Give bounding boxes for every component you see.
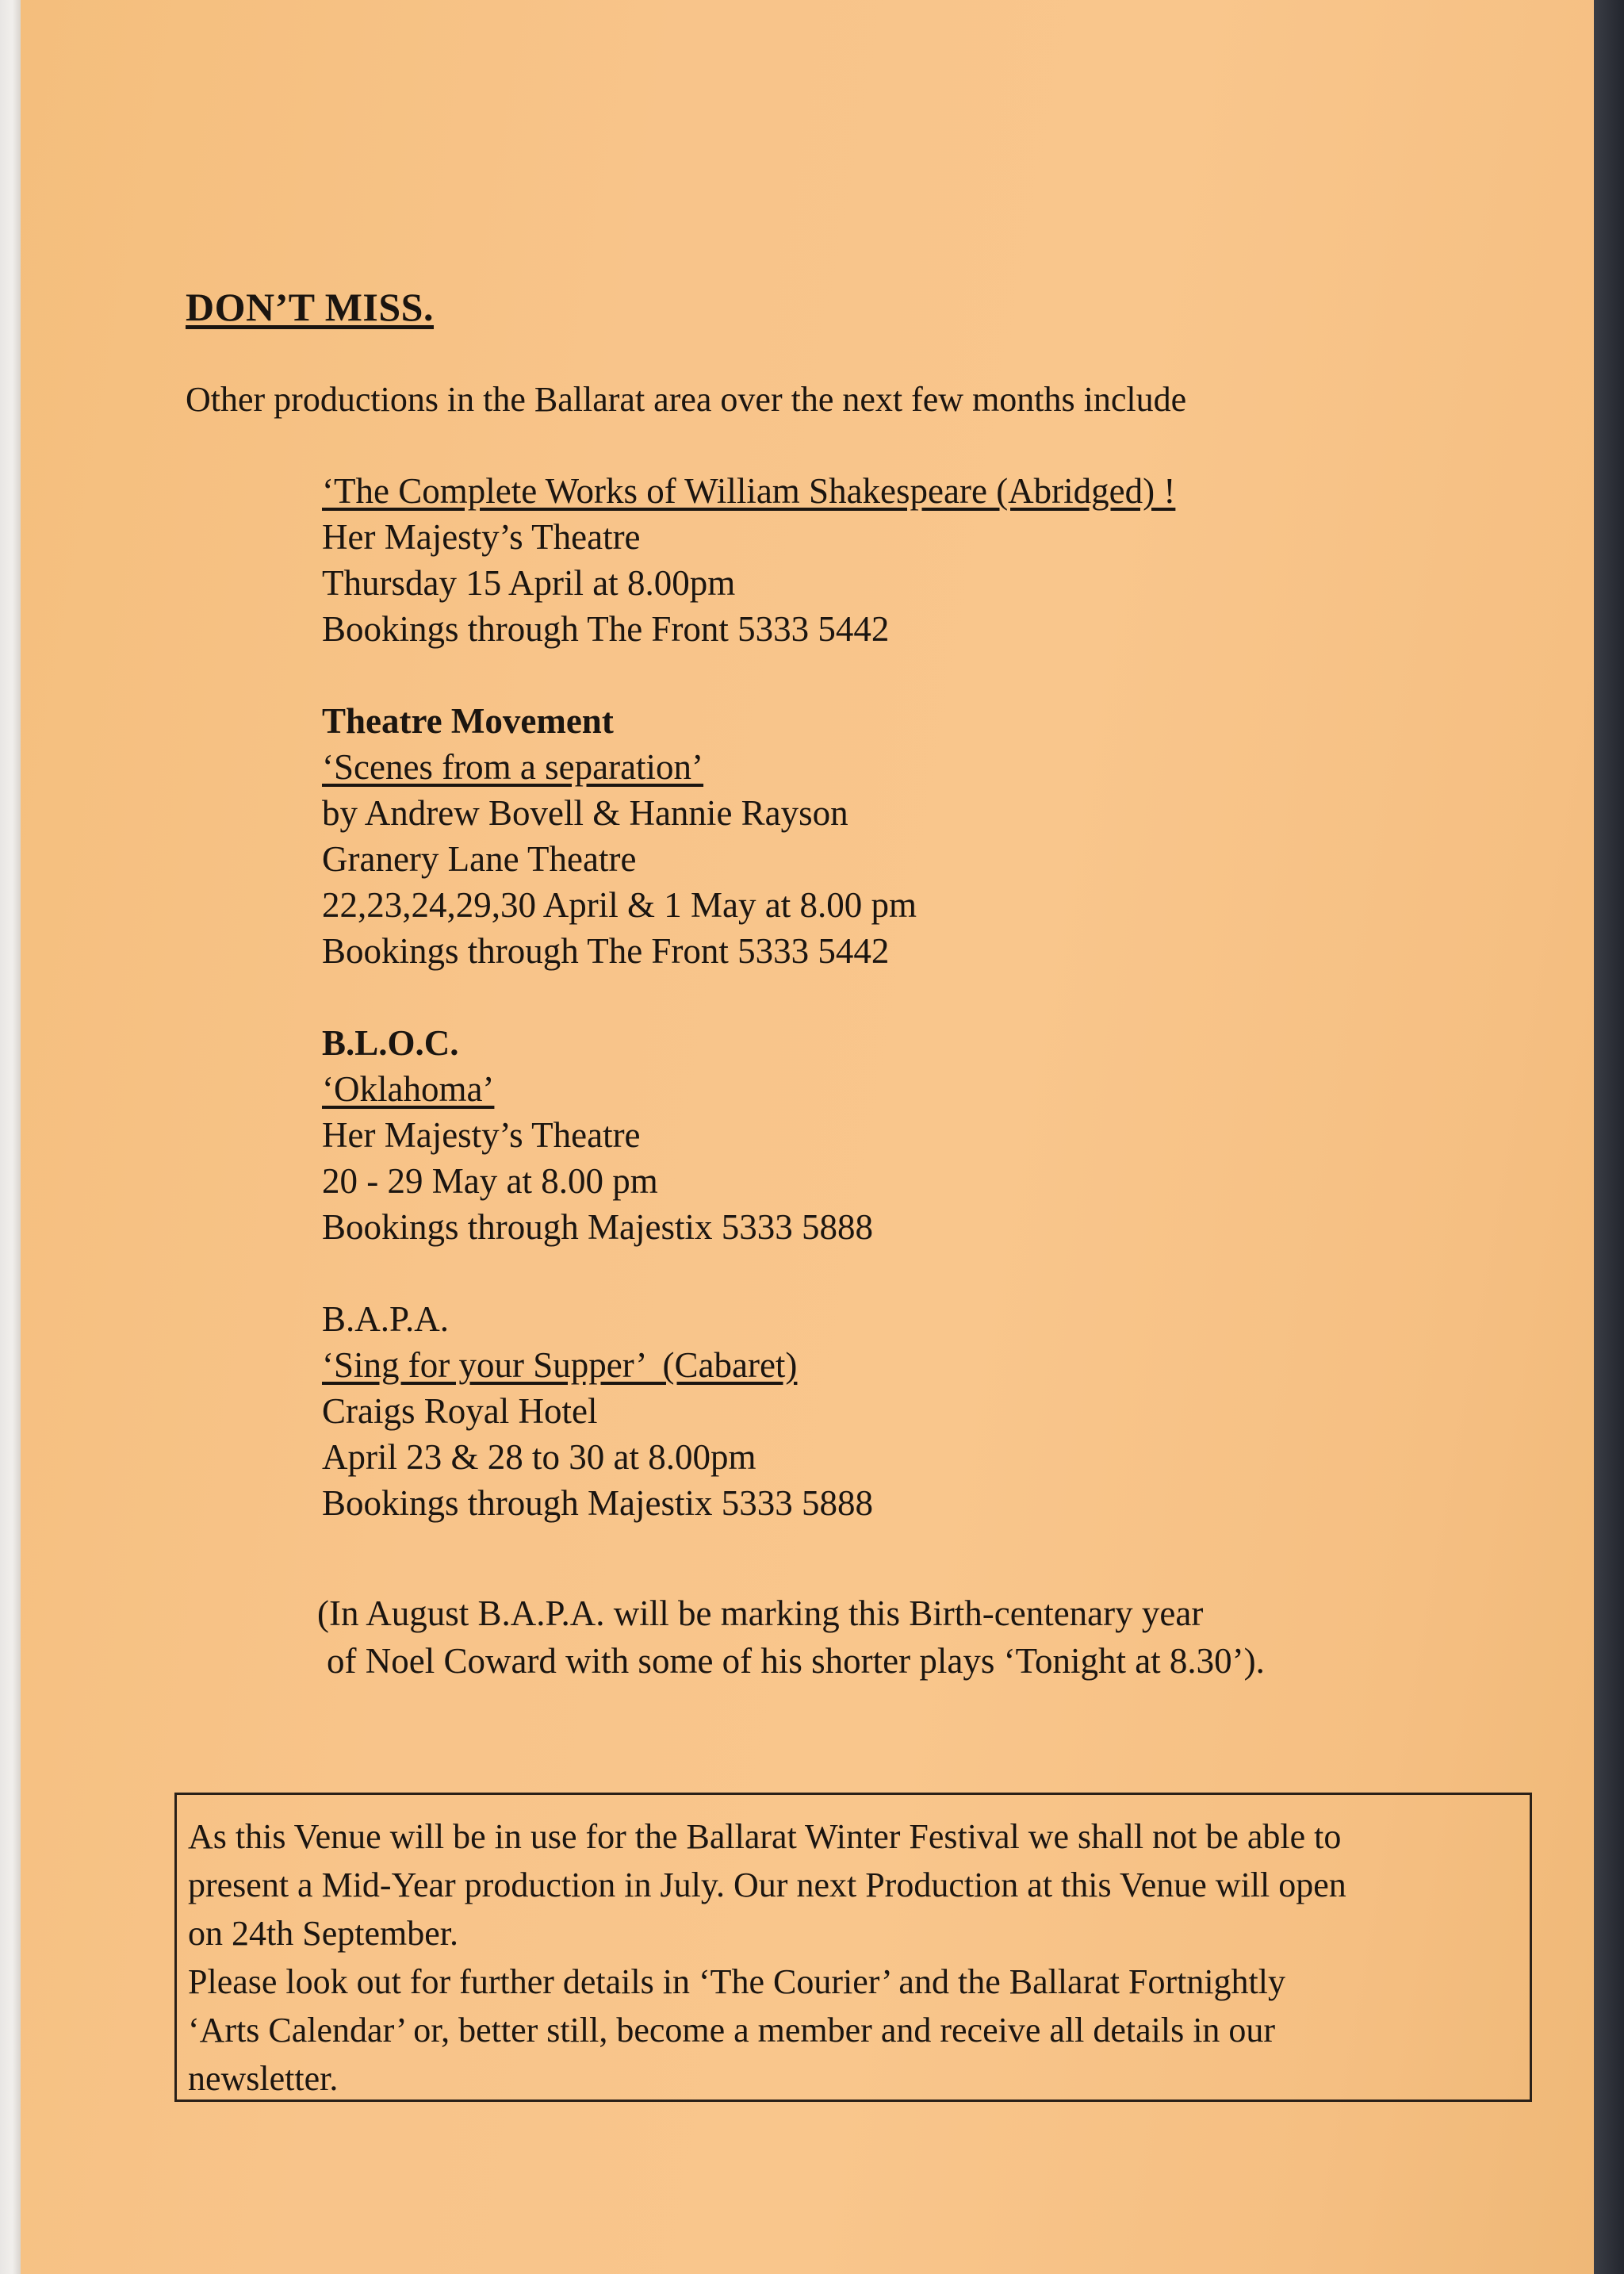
event-venue: Her Majesty’s Theatre — [322, 1115, 641, 1155]
event-title: ‘Oklahoma’ — [322, 1069, 495, 1109]
event-title: ‘Scenes from a separation’ — [322, 747, 704, 787]
page-heading: DON’T MISS. — [186, 285, 434, 329]
event-venue: Granery Lane Theatre — [322, 839, 637, 879]
notice-line: newsletter. — [188, 2059, 339, 2098]
event-company: B.A.P.A. — [322, 1299, 450, 1339]
notice-line: present a Mid-Year production in July. Our next Production at this Venue will open — [188, 1866, 1346, 1904]
page-right-shadow — [1594, 0, 1624, 2274]
event-bookings: Bookings through The Front 5333 5442 — [322, 931, 890, 971]
event-dates: Thursday 15 April at 8.00pm — [322, 563, 736, 603]
venue-notice-box — [174, 1793, 1532, 2102]
event-bookings: Bookings through Majestix 5333 5888 — [322, 1207, 873, 1247]
event-company: Theatre Movement — [322, 701, 614, 741]
event-author: by Andrew Bovell & Hannie Rayson — [322, 793, 848, 833]
august-note — [317, 1589, 1265, 1685]
event-venue: Craigs Royal Hotel — [322, 1391, 598, 1431]
event-list — [322, 468, 1432, 1572]
event-item — [322, 1296, 1432, 1526]
notice-line: ‘Arts Calendar’ or, better still, become a member and receive all details in our — [188, 2011, 1276, 2050]
event-bookings: Bookings through Majestix 5333 5888 — [322, 1483, 873, 1523]
event-title: ‘Sing for your Supper’ (Cabaret) — [322, 1345, 798, 1385]
event-company: B.L.O.C. — [322, 1023, 459, 1063]
notice-line: on 24th September. — [188, 1914, 458, 1953]
event-bookings: Bookings through The Front 5333 5442 — [322, 609, 890, 649]
event-venue: Her Majesty’s Theatre — [322, 517, 641, 557]
event-title: ‘The Complete Works of William Shakespeare (Abridged) ! — [322, 471, 1176, 511]
event-dates: 20 - 29 May at 8.00 pm — [322, 1161, 658, 1201]
notice-line: As this Venue will be in use for the Ballarat Winter Festival we shall not be able to — [188, 1817, 1342, 1856]
event-dates: April 23 & 28 to 30 at 8.00pm — [322, 1437, 756, 1477]
august-note-line: of Noel Coward with some of his shorter plays ‘Tonight at 8.30’). — [327, 1641, 1265, 1681]
event-item — [322, 468, 1432, 652]
intro-text: Other productions in the Ballarat area over the next few months include — [186, 380, 1187, 419]
notice-line: Please look out for further details in ‘The Courier’ and the Ballarat Fortnightly — [188, 1962, 1286, 2001]
august-note-line: (In August B.A.P.A. will be marking this Birth-centenary year — [317, 1593, 1204, 1633]
event-item — [322, 698, 1432, 974]
event-dates: 22,23,24,29,30 April & 1 May at 8.00 pm — [322, 885, 917, 925]
event-item — [322, 1020, 1432, 1250]
page-left-edge — [0, 0, 21, 2274]
